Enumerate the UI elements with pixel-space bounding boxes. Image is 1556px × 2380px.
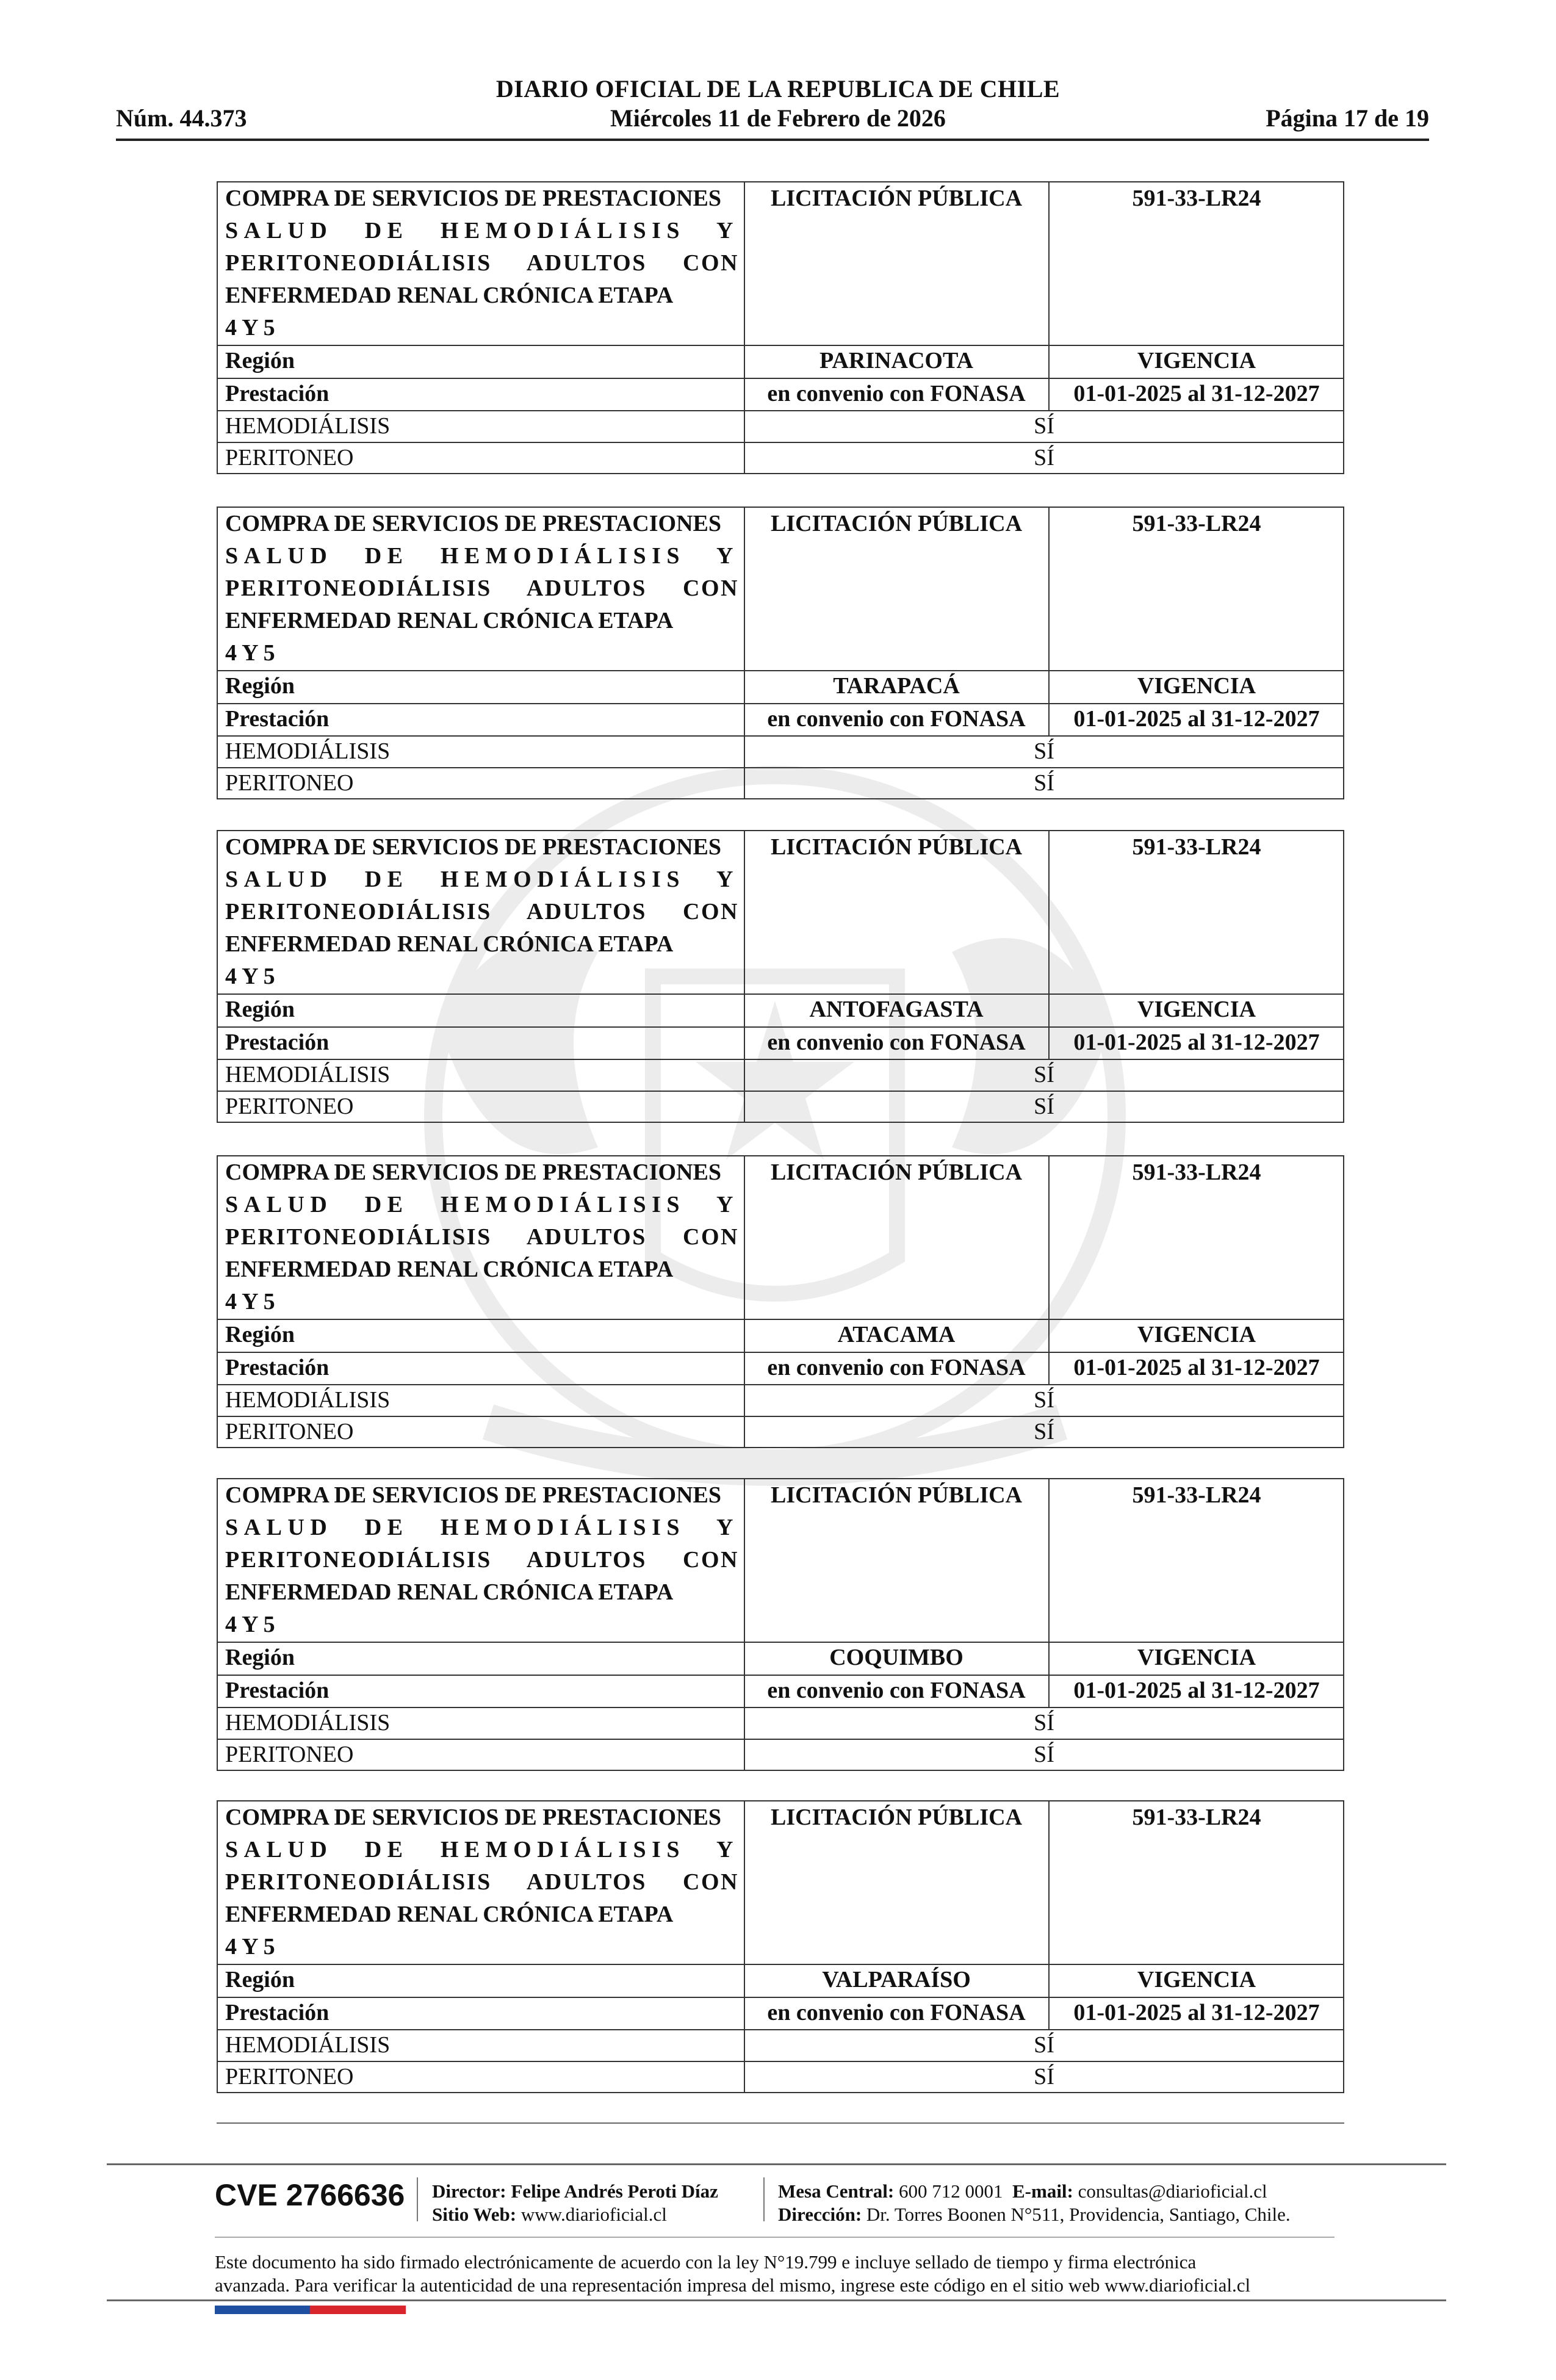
prestacion-label: Prestación: [225, 1355, 330, 1380]
service-name: HEMODIÁLISIS: [225, 738, 391, 764]
tender-title-line: 4 Y 5: [225, 1289, 275, 1314]
tender-title: [225, 508, 739, 669]
vigencia-value: 01-01-2025 al 31-12-2027: [1073, 1355, 1320, 1380]
tender-modality: LICITACIÓN PÚBLICA: [770, 1482, 1023, 1508]
tender-title-line: COMPRA DE SERVICIOS DE PRESTACIONES: [225, 511, 721, 536]
website-link[interactable]: www.diarioficial.cl: [520, 2204, 667, 2225]
mesa-label: Mesa Central:: [778, 2180, 895, 2202]
footer-divider: [217, 2122, 1344, 2124]
tender-title-line: ENFERMEDAD RENAL CRÓNICA ETAPA: [225, 283, 674, 308]
region-value: ANTOFAGASTA: [809, 997, 984, 1022]
prestacion-label: Prestación: [225, 1678, 330, 1703]
service-value: SÍ: [1034, 1387, 1054, 1413]
address-label: Dirección:: [778, 2204, 862, 2225]
header-divider: [116, 139, 1429, 141]
vigencia-label: VIGENCIA: [1137, 1645, 1256, 1670]
region-label: Región: [225, 348, 295, 373]
convenio-value: en convenio con FONASA: [767, 381, 1026, 406]
convenio-value: en convenio con FONASA: [767, 1678, 1026, 1703]
service-name: PERITONEO: [225, 1094, 354, 1119]
email-link[interactable]: consultas@diarioficial.cl: [1078, 2180, 1267, 2202]
tender-title-line: SALUD DE HEMODIÁLISIS Y: [225, 218, 739, 243]
tender-title-line: 4 Y 5: [225, 315, 275, 341]
tender-title-line: 4 Y 5: [225, 964, 275, 989]
tender-title-line: PERITONEODIÁLISIS ADULTOS CON: [225, 1224, 739, 1250]
tender-title-line: PERITONEODIÁLISIS ADULTOS CON: [225, 899, 739, 925]
footer-divider: [107, 2299, 1446, 2301]
region-label: Región: [225, 1645, 295, 1670]
service-value: SÍ: [1034, 770, 1054, 796]
tender-title-line: PERITONEODIÁLISIS ADULTOS CON: [225, 250, 739, 276]
region-label: Región: [225, 1967, 295, 1992]
tender-code: 591-33-LR24: [1132, 1482, 1261, 1508]
legal-notice: [215, 2251, 1338, 2297]
service-name: HEMODIÁLISIS: [225, 413, 391, 439]
tender-table-5: [217, 1478, 1344, 1771]
flag-stripe-blue: [215, 2306, 310, 2314]
prestacion-label: Prestación: [225, 2000, 330, 2025]
address-value: Dr. Torres Boonen N°511, Providencia, Santiago, Chile.: [866, 2204, 1291, 2225]
mesa-phone: 600 712 0001: [899, 2180, 1003, 2202]
vigencia-value: 01-01-2025 al 31-12-2027: [1073, 381, 1320, 406]
service-value: SÍ: [1034, 2032, 1054, 2058]
service-value: SÍ: [1034, 738, 1054, 764]
tender-title-line: SALUD DE HEMODIÁLISIS Y: [225, 1515, 739, 1540]
vigencia-value: 01-01-2025 al 31-12-2027: [1073, 706, 1320, 732]
publication-title: DIARIO OFICIAL DE LA REPUBLICA DE CHILE: [495, 75, 1061, 103]
tender-title-line: PERITONEODIÁLISIS ADULTOS CON: [225, 575, 739, 601]
flag-stripe-red: [310, 2306, 406, 2314]
tender-title-line: PERITONEODIÁLISIS ADULTOS CON: [225, 1869, 739, 1895]
service-name: HEMODIÁLISIS: [225, 1062, 391, 1087]
website-line: [432, 2203, 667, 2226]
cve-code: CVE 2766636: [215, 2178, 405, 2212]
tender-title-line: ENFERMEDAD RENAL CRÓNICA ETAPA: [225, 931, 674, 957]
issue-number: Núm. 44.373: [116, 104, 247, 132]
vigencia-value: 01-01-2025 al 31-12-2027: [1073, 2000, 1320, 2025]
prestacion-label: Prestación: [225, 706, 330, 732]
service-name: PERITONEO: [225, 1742, 354, 1767]
director-line: [432, 2180, 718, 2203]
vigencia-label: VIGENCIA: [1137, 997, 1256, 1022]
tender-title-line: 4 Y 5: [225, 640, 275, 666]
service-name: PERITONEO: [225, 1419, 354, 1444]
region-value: COQUIMBO: [829, 1645, 963, 1670]
convenio-value: en convenio con FONASA: [767, 706, 1026, 732]
service-name: HEMODIÁLISIS: [225, 2032, 391, 2058]
region-value: ATACAMA: [837, 1322, 956, 1347]
vigencia-value: 01-01-2025 al 31-12-2027: [1073, 1678, 1320, 1703]
tender-title-line: SALUD DE HEMODIÁLISIS Y: [225, 1192, 739, 1217]
legal-notice-line: Este documento ha sido firmado electrónicamente de acuerdo con la ley N°19.799 e incluye sellado de tiempo y firma electrónica: [215, 2251, 1197, 2273]
tender-title: [225, 1156, 739, 1318]
tender-code: 591-33-LR24: [1132, 834, 1261, 860]
service-value: SÍ: [1034, 2064, 1054, 2090]
footer-separator: [763, 2177, 765, 2221]
tender-title-line: COMPRA DE SERVICIOS DE PRESTACIONES: [225, 186, 721, 211]
website-label: Sitio Web:: [432, 2204, 517, 2225]
contact-line: [778, 2180, 1267, 2203]
region-value: TARAPACÁ: [833, 673, 960, 699]
service-value: SÍ: [1034, 1094, 1054, 1119]
region-label: Región: [225, 673, 295, 699]
page-header: [0, 0, 1556, 146]
tender-title-line: ENFERMEDAD RENAL CRÓNICA ETAPA: [225, 1902, 674, 1927]
tender-title-line: ENFERMEDAD RENAL CRÓNICA ETAPA: [225, 1579, 674, 1605]
footer-separator: [417, 2177, 418, 2221]
service-name: PERITONEO: [225, 445, 354, 471]
tender-title: [225, 1801, 739, 1963]
service-value: SÍ: [1034, 1742, 1054, 1767]
service-name: HEMODIÁLISIS: [225, 1710, 391, 1736]
convenio-value: en convenio con FONASA: [767, 1355, 1026, 1380]
tender-title-line: ENFERMEDAD RENAL CRÓNICA ETAPA: [225, 1257, 674, 1282]
page-number: Página 17 de 19: [1266, 104, 1429, 132]
region-value: VALPARAÍSO: [822, 1967, 971, 1992]
tender-table-3: [217, 830, 1344, 1123]
prestacion-label: Prestación: [225, 1030, 330, 1055]
address-line: [778, 2203, 1291, 2226]
service-value: SÍ: [1034, 445, 1054, 471]
tender-table-1: [217, 181, 1344, 474]
tender-title-line: PERITONEODIÁLISIS ADULTOS CON: [225, 1547, 739, 1573]
region-value: PARINACOTA: [819, 348, 973, 373]
tender-title-line: ENFERMEDAD RENAL CRÓNICA ETAPA: [225, 608, 674, 633]
email-label: E-mail:: [1012, 2180, 1073, 2202]
convenio-value: en convenio con FONASA: [767, 1030, 1026, 1055]
tender-code: 591-33-LR24: [1132, 1159, 1261, 1185]
service-value: SÍ: [1034, 1710, 1054, 1736]
director-name: Felipe Andrés Peroti Díaz: [511, 2180, 718, 2202]
service-name: HEMODIÁLISIS: [225, 1387, 391, 1413]
legal-notice-line: avanzada. Para verificar la autenticidad de una representación impresa del mismo, ingrese este código en el sitio web www.diarioficial.cl: [215, 2274, 1251, 2296]
footer-divider: [215, 2237, 1334, 2238]
vigencia-value: 01-01-2025 al 31-12-2027: [1073, 1030, 1320, 1055]
tender-title-line: SALUD DE HEMODIÁLISIS Y: [225, 1837, 739, 1863]
tender-title-line: SALUD DE HEMODIÁLISIS Y: [225, 543, 739, 569]
vigencia-label: VIGENCIA: [1137, 673, 1256, 699]
vigencia-label: VIGENCIA: [1137, 348, 1256, 373]
tender-title-line: 4 Y 5: [225, 1934, 275, 1960]
issue-date: Miércoles 11 de Febrero de 2026: [610, 104, 946, 132]
tender-code: 591-33-LR24: [1132, 511, 1261, 536]
service-value: SÍ: [1034, 1062, 1054, 1087]
vigencia-label: VIGENCIA: [1137, 1967, 1256, 1992]
convenio-value: en convenio con FONASA: [767, 2000, 1026, 2025]
director-label: Director:: [432, 2180, 506, 2202]
tender-modality: LICITACIÓN PÚBLICA: [770, 1805, 1023, 1830]
tender-title: [225, 1479, 739, 1641]
region-label: Región: [225, 1322, 295, 1347]
tender-modality: LICITACIÓN PÚBLICA: [770, 511, 1023, 536]
vigencia-label: VIGENCIA: [1137, 1322, 1256, 1347]
tender-modality: LICITACIÓN PÚBLICA: [770, 1159, 1023, 1185]
tender-modality: LICITACIÓN PÚBLICA: [770, 834, 1023, 860]
tender-table-2: [217, 507, 1344, 799]
tender-title-line: COMPRA DE SERVICIOS DE PRESTACIONES: [225, 1159, 721, 1185]
tender-code: 591-33-LR24: [1132, 1805, 1261, 1830]
tender-title: [225, 831, 739, 993]
service-name: PERITONEO: [225, 2064, 354, 2090]
service-name: PERITONEO: [225, 770, 354, 796]
service-value: SÍ: [1034, 1419, 1054, 1444]
tender-title-line: 4 Y 5: [225, 1612, 275, 1637]
tender-code: 591-33-LR24: [1132, 186, 1261, 211]
tender-title-line: COMPRA DE SERVICIOS DE PRESTACIONES: [225, 1805, 721, 1830]
tender-title-line: COMPRA DE SERVICIOS DE PRESTACIONES: [225, 1482, 721, 1508]
region-label: Región: [225, 997, 295, 1022]
footer-divider: [107, 2163, 1446, 2165]
prestacion-label: Prestación: [225, 381, 330, 406]
tender-modality: LICITACIÓN PÚBLICA: [770, 186, 1023, 211]
tender-table-4: [217, 1155, 1344, 1448]
tender-title: [225, 182, 739, 344]
service-value: SÍ: [1034, 413, 1054, 439]
tender-title-line: SALUD DE HEMODIÁLISIS Y: [225, 867, 739, 892]
tender-title-line: COMPRA DE SERVICIOS DE PRESTACIONES: [225, 834, 721, 860]
tender-table-6: [217, 1800, 1344, 2093]
